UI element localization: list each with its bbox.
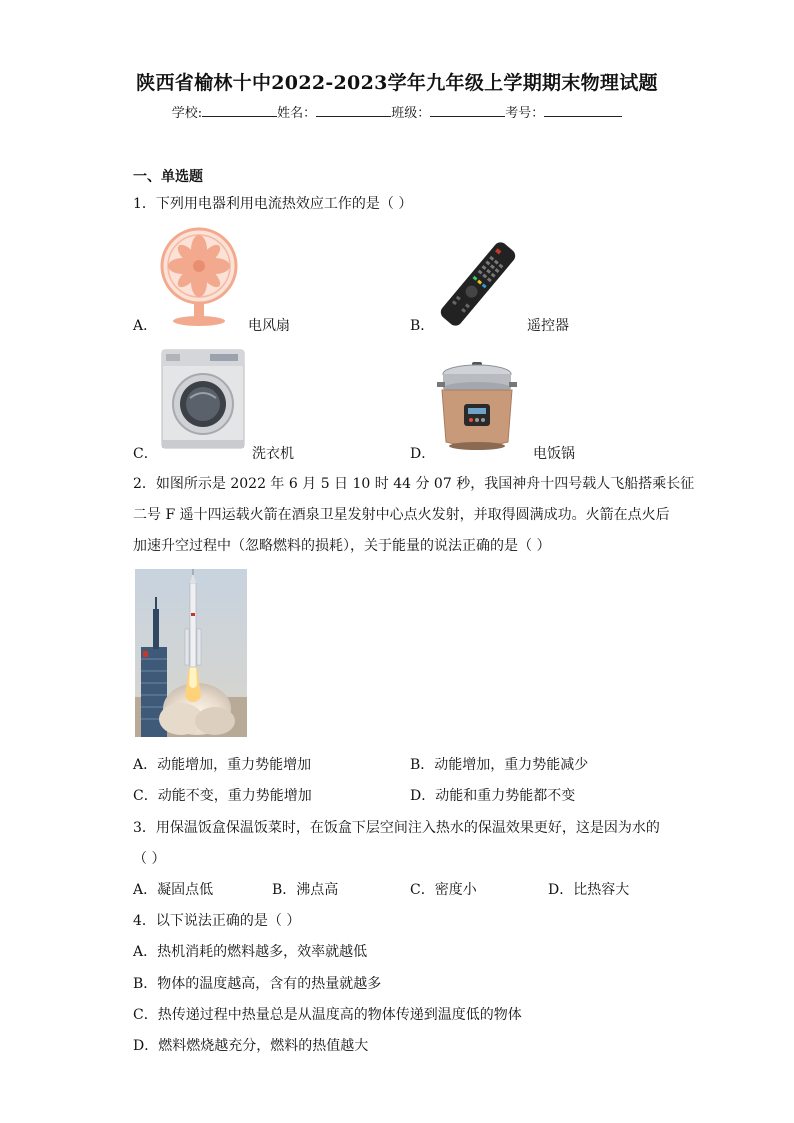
name-label: 姓名： (277, 106, 317, 121)
q2-option-b[interactable]: B．动能增加，重力势能减少 (410, 757, 589, 773)
desk-fan-icon (158, 226, 240, 328)
question-4-stem: 4．以下说法正确的是（ ） (133, 913, 301, 929)
q3-option-b[interactable]: B．沸点高 (272, 882, 339, 898)
q4-option-c[interactable]: C．热传递过程中热量总是从温度高的物体传递到温度低的物体 (133, 1007, 522, 1023)
school-label: 学校: (171, 106, 203, 121)
rice-cooker-icon (434, 360, 520, 454)
q1-option-d-caption: 电饭锅 (533, 446, 575, 462)
class-blank[interactable] (430, 104, 505, 117)
school-blank[interactable] (202, 104, 277, 117)
question-3-line-1: 3．用保温饭盒保温饭菜时，在饭盒下层空间注入热水的保温效果更好，这是因为水的 (133, 820, 660, 836)
name-blank[interactable] (316, 104, 391, 117)
q1-option-c-caption: 洗衣机 (252, 446, 294, 462)
q1-option-c-letter[interactable]: C． (133, 446, 158, 462)
remote-control-icon (432, 238, 524, 330)
q4-option-b[interactable]: B．物体的温度越高，含有的热量就越多 (133, 976, 382, 992)
question-1-stem: 1．下列用电器利用电流热效应工作的是（ ） (133, 196, 413, 212)
q3-option-d[interactable]: D．比热容大 (548, 882, 630, 898)
q2-option-a[interactable]: A．动能增加，重力势能增加 (133, 757, 312, 773)
q3-option-c[interactable]: C．密度小 (410, 882, 477, 898)
q2-option-d[interactable]: D．动能和重力势能都不变 (410, 788, 576, 804)
q2-option-c[interactable]: C．动能不变，重力势能增加 (133, 788, 312, 804)
washing-machine-icon (158, 348, 248, 450)
rocket-launch-image (135, 569, 247, 737)
q1-option-d-letter[interactable]: D． (410, 446, 436, 462)
question-2-line-1: 2．如图所示是 2022 年 6 月 5 日 10 时 44 分 07 秒，我国神舟十四号载人飞船搭乘长征 (133, 476, 695, 492)
class-label: 班级： (391, 106, 431, 121)
student-info-line (0, 102, 794, 121)
question-2-line-2: 二号 F 遥十四运载火箭在酒泉卫星发射中心点火发射，并取得圆满成功。火箭在点火后 (133, 507, 670, 523)
q1-option-b-letter[interactable]: B． (410, 318, 435, 334)
q1-option-a-caption: 电风扇 (248, 318, 290, 334)
q1-option-a-letter[interactable]: A． (133, 318, 158, 334)
number-label: 考号： (505, 106, 545, 121)
question-3-line-2: （ ） (133, 851, 166, 867)
number-blank[interactable] (544, 104, 622, 117)
q4-option-a[interactable]: A．热机消耗的燃料越多，效率就越低 (133, 944, 368, 960)
q1-option-b-caption: 遥控器 (527, 318, 569, 334)
section-heading: 一、单选题 (133, 169, 203, 185)
q3-option-a[interactable]: A．凝固点低 (133, 882, 214, 898)
exam-title: 陕西省榆林十中2022-2023学年九年级上学期期末物理试题 (136, 72, 658, 94)
q4-option-d[interactable]: D．燃料燃烧越充分，燃料的热值越大 (133, 1038, 369, 1054)
question-2-line-3: 加速升空过程中（忽略燃料的损耗），关于能量的说法正确的是（ ） (133, 538, 551, 554)
